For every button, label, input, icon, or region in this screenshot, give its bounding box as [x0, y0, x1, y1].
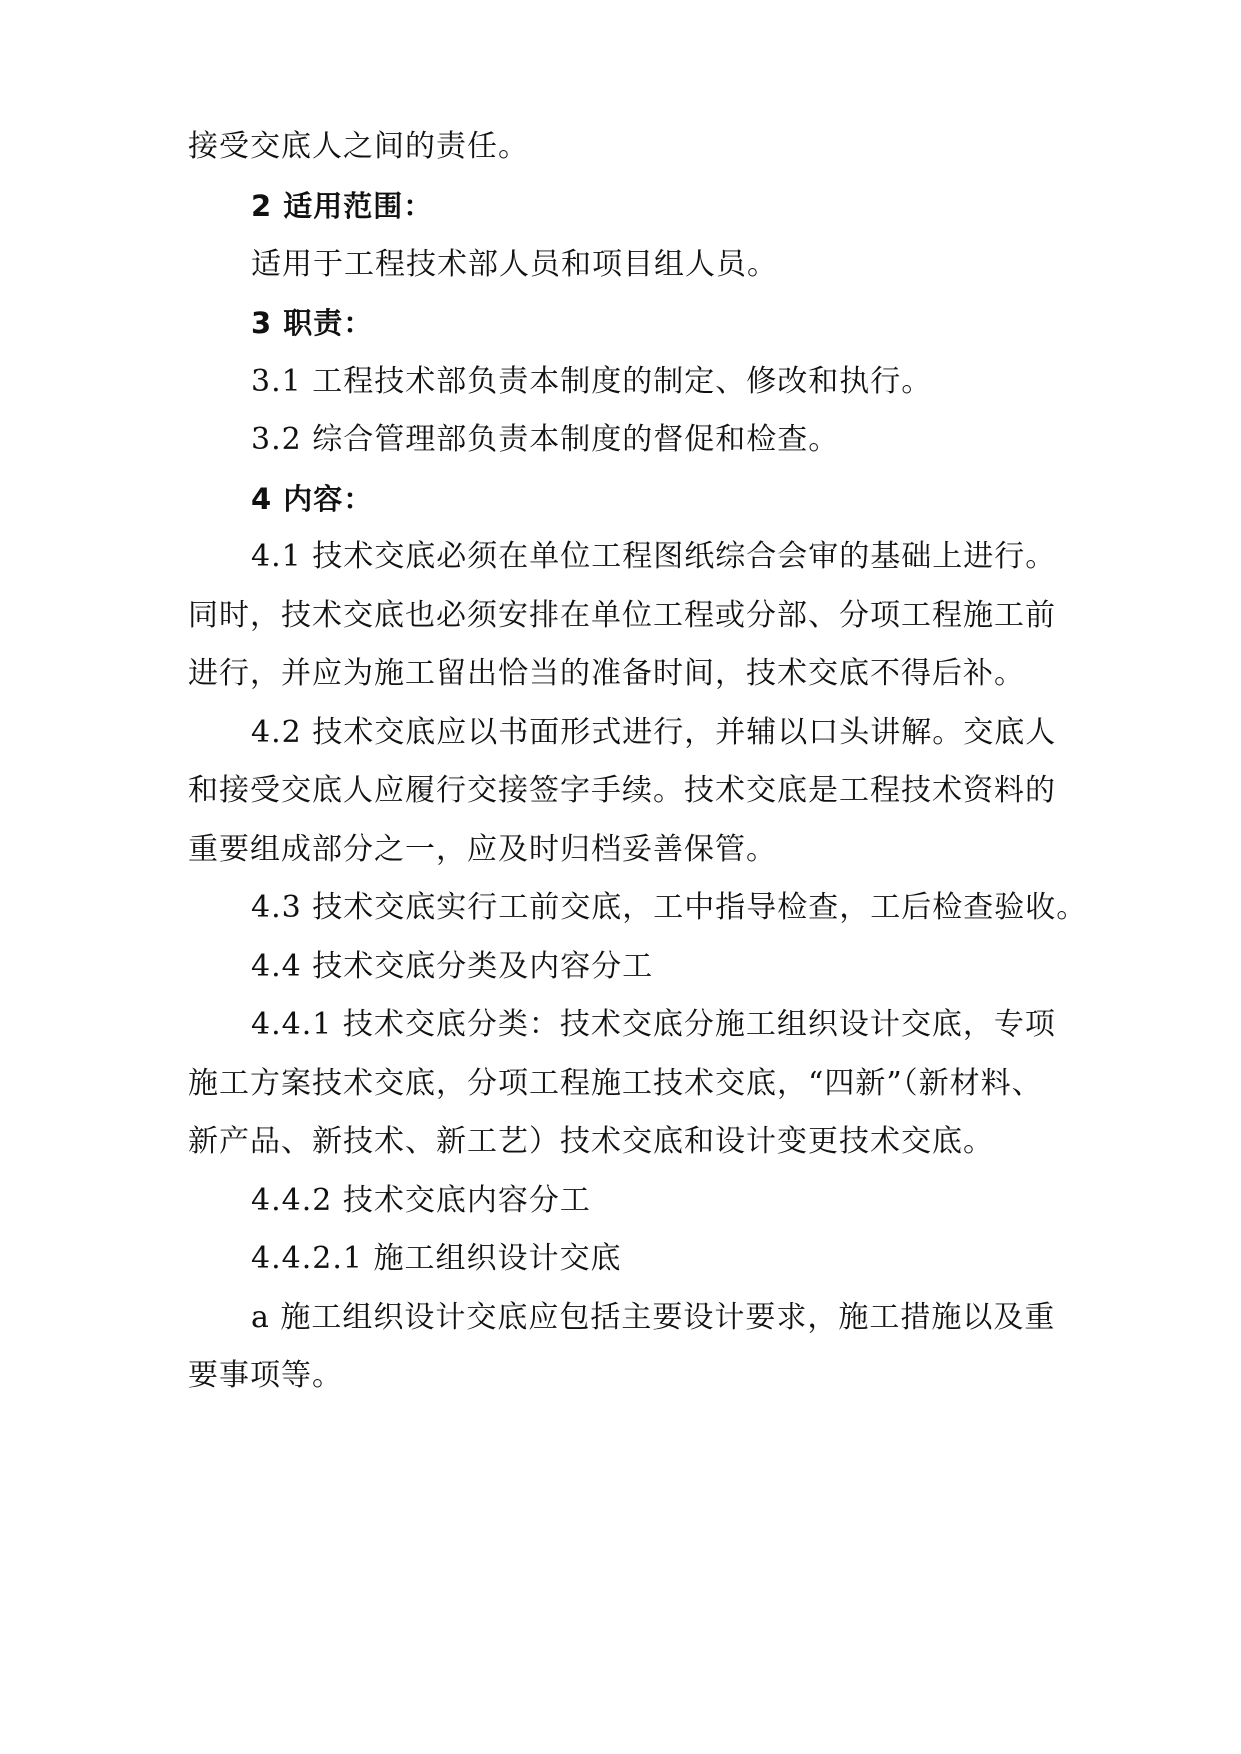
text-line: 4.4.1 技术交底分类：技术交底分施工组织设计交底，专项	[251, 1007, 1056, 1042]
text-line: 3.2 综合管理部负责本制度的督促和检查。	[251, 422, 840, 457]
section-heading-content: 4 内容：	[251, 482, 374, 516]
text-line: a 施工组织设计交底应包括主要设计要求，施工措施以及重	[251, 1300, 1056, 1335]
text-line: 4.2 技术交底应以书面形式进行，并辅以口头讲解。交底人	[251, 715, 1057, 750]
text-line: 4.4 技术交底分类及内容分工	[251, 949, 654, 984]
text-line: 4.3 技术交底实行工前交底，工中指导检查，工后检查验收。	[251, 890, 1088, 925]
text-line: 4.1 技术交底必须在单位工程图纸综合会审的基础上进行。	[251, 539, 1057, 574]
text-line: 3.1 工程技术部负责本制度的制定、修改和执行。	[251, 364, 933, 399]
text-line: 要事项等。	[188, 1358, 343, 1393]
text-line: 新产品、新技术、新工艺）技术交底和设计变更技术交底。	[188, 1124, 994, 1159]
section-heading-scope: 2 适用范围：	[251, 189, 434, 223]
text-line: 同时，技术交底也必须安排在单位工程或分部、分项工程施工前	[188, 598, 1056, 633]
text-line: 适用于工程技术部人员和项目组人员。	[251, 247, 778, 282]
text-line: 4.4.2 技术交底内容分工	[251, 1183, 591, 1218]
text-line: 进行，并应为施工留出恰当的准备时间，技术交底不得后补。	[188, 656, 1025, 691]
text-line: 和接受交底人应履行交接签字手续。技术交底是工程技术资料的	[188, 773, 1056, 808]
section-heading-duties: 3 职责：	[251, 306, 374, 340]
text-line: 施工方案技术交底，分项工程施工技术交底，“四新”（新材料、	[188, 1066, 1043, 1101]
text-line: 重要组成部分之一，应及时归档妥善保管。	[188, 832, 777, 867]
text-line: 接受交底人之间的责任。	[188, 129, 529, 164]
text-line: 4.4.2.1 施工组织设计交底	[251, 1241, 622, 1276]
